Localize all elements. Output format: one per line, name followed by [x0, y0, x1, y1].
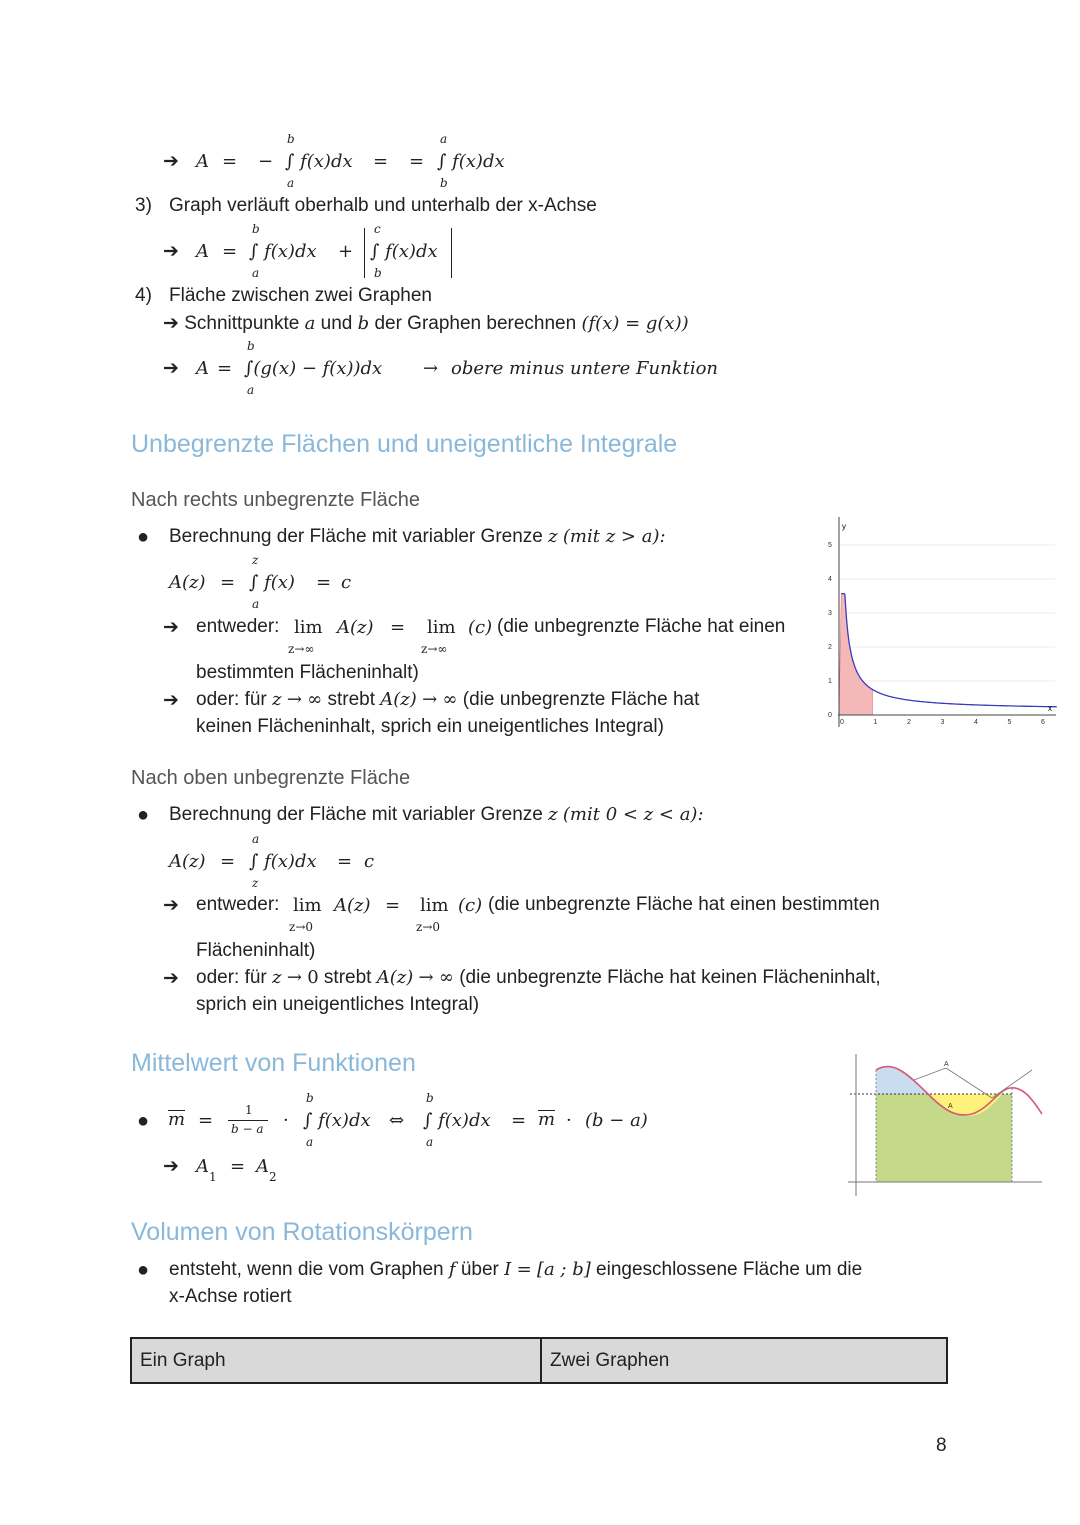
integral-lower: a	[247, 383, 255, 397]
text: der Graphen berechnen	[374, 313, 577, 334]
label-a1: A	[944, 1061, 949, 1068]
integral-lower: a	[252, 597, 260, 611]
a2: A	[256, 1156, 269, 1177]
y-tick-label: 1	[828, 678, 832, 685]
y-axis-label: y	[842, 522, 846, 531]
var-z: z	[272, 967, 282, 988]
list-number: 3)	[135, 195, 152, 216]
dot: ·	[283, 1110, 289, 1131]
subheading: Nach oben unbegrenzte Fläche	[131, 767, 411, 789]
fraction-bar	[228, 1120, 268, 1121]
x-tick-label: 5	[1007, 719, 1012, 726]
arrow-icon: ➔	[163, 313, 179, 334]
x-tick-label: 2	[907, 719, 911, 726]
limit-sub: z→0	[289, 920, 314, 934]
text: Schnittpunkte	[184, 313, 300, 334]
formula-eq: =	[220, 572, 236, 593]
list-item-text: Graph verläuft oberhalb und unterhalb der x-Achse	[169, 195, 597, 216]
mean-value-graph	[842, 1050, 1047, 1200]
dot: ·	[566, 1110, 572, 1131]
grid	[840, 545, 1055, 681]
integral-lower: z	[252, 876, 259, 890]
formula-eq: =	[316, 572, 332, 593]
formula-eq: =	[511, 1110, 527, 1131]
bullet-text	[169, 804, 704, 826]
integral-upper: b	[252, 222, 260, 236]
rotation-table	[130, 1337, 948, 1384]
text: (die unbegrenzte Fläche hat einen	[497, 616, 786, 637]
fn: A(z)	[376, 967, 414, 988]
formula-lhs: A(z)	[169, 851, 206, 872]
limit-sub: z→∞	[288, 642, 315, 656]
integral-expression: ∫ f(x)dx	[370, 241, 438, 262]
arrow-icon: ➔	[163, 1156, 179, 1177]
text: (die unbegrenzte Fläche hat einen bestimmten	[488, 894, 880, 915]
formula-lhs: A(z)	[169, 572, 206, 593]
fn: A(z)	[334, 895, 371, 916]
formula-lhs: A	[196, 241, 209, 262]
integral-lower: b	[440, 176, 448, 190]
arrow-icon: ➔	[163, 358, 179, 379]
text: entsteht, wenn die vom Graphen	[169, 1259, 444, 1280]
integral-expression: ∫ f(x)dx	[249, 241, 317, 262]
arrow-icon: ➔	[163, 690, 179, 711]
or-text	[196, 689, 699, 711]
table-row	[131, 1338, 947, 1383]
sub: 2	[269, 1170, 277, 1184]
integral-lower: b	[374, 266, 382, 280]
interval: [a ; b]	[536, 1259, 591, 1280]
formula-lhs: A	[196, 358, 209, 379]
var-z: z	[548, 804, 558, 825]
x-axis-label: x	[1048, 704, 1052, 713]
unbounded-right-graph	[820, 515, 1060, 735]
formula-eq: =	[230, 1156, 246, 1177]
integral-lower: a	[287, 176, 295, 190]
bullet-text-cont: x-Achse rotiert	[169, 1286, 292, 1307]
integral-lower: a	[306, 1135, 314, 1149]
formula-note: obere minus untere Funktion	[451, 358, 719, 379]
a1: A	[196, 1156, 209, 1177]
formula-plus: +	[338, 241, 354, 262]
text: Flächeninhalt)	[196, 940, 316, 961]
zero: 0	[307, 967, 319, 988]
integral-expression: ∫ f(x)dx	[303, 1110, 371, 1131]
x-tick-label: 6	[1041, 719, 1045, 726]
formula-minus: −	[258, 151, 274, 172]
formula-eq: =	[516, 1259, 532, 1280]
bullet-text	[169, 526, 666, 548]
bullet: ●	[137, 804, 150, 826]
limit: lim	[293, 895, 322, 916]
arrow-icon: ➔	[163, 968, 179, 989]
x-tick-label: 0	[840, 719, 844, 726]
text: (die unbegrenzte Fläche hat	[462, 689, 700, 710]
list-item-text: Fläche zwischen zwei Graphen	[169, 285, 432, 306]
condition: (mit 0 < z < a):	[562, 804, 704, 825]
arrow-sym: →	[418, 967, 434, 988]
text: Berechnung der Fläche mit variabler Grenze	[169, 526, 543, 547]
sub: 1	[209, 1170, 217, 1184]
annotation-line	[946, 1068, 992, 1098]
y-tick-label: 0	[828, 712, 832, 719]
formula-eq: =	[222, 241, 238, 262]
integral-upper: a	[252, 832, 260, 846]
text: strebt	[327, 689, 375, 710]
text: über	[460, 1259, 499, 1280]
bullet: ●	[137, 1259, 150, 1281]
arg: (c)	[468, 617, 493, 638]
arg: (c)	[458, 895, 483, 916]
var-i: I	[504, 1259, 512, 1280]
label-a2: A	[948, 1103, 953, 1110]
list-number: 4)	[135, 285, 152, 306]
formula-lhs: A	[196, 151, 209, 172]
page-number: 8	[936, 1435, 947, 1456]
integral-upper: b	[306, 1091, 314, 1105]
formula-eq: =	[373, 151, 389, 172]
formula-eq: =	[222, 151, 238, 172]
integral-expression: ∫ f(x)dx	[285, 151, 353, 172]
formula-rhs: c	[364, 851, 375, 872]
function-curve	[841, 594, 1057, 707]
y-tick-label: 3	[828, 610, 832, 617]
formula-eq: =	[220, 851, 236, 872]
limit: lim	[420, 895, 449, 916]
bullet: ●	[137, 526, 150, 548]
arrow-icon: →	[423, 358, 439, 379]
integral-expression: ∫ f(x)	[249, 572, 295, 593]
or-text	[196, 967, 881, 989]
y-tick-label: 5	[828, 542, 832, 549]
var-z: z	[272, 689, 282, 710]
infinity: ∞	[438, 967, 454, 988]
integral-expression: ∫ f(x)dx	[437, 151, 505, 172]
arrow-sym: →	[286, 689, 302, 710]
formula-rhs: c	[341, 572, 352, 593]
limit: lim	[427, 617, 456, 638]
arrow-sym: →	[286, 967, 302, 988]
bullet: ●	[137, 1110, 150, 1132]
paren: (b − a)	[585, 1110, 648, 1131]
text: eingeschlossene Fläche um die	[596, 1259, 863, 1280]
section-heading: Volumen von Rotationskörpern	[131, 1218, 473, 1246]
table-cell: Zwei Graphen	[541, 1338, 947, 1383]
integral-upper: b	[426, 1091, 434, 1105]
formula: (f(x) = g(x))	[581, 313, 689, 334]
equiv: ⇔	[389, 1110, 405, 1131]
bullet-text	[169, 1259, 862, 1281]
fn: A(z)	[337, 617, 374, 638]
formula-eq: =	[337, 851, 353, 872]
var-z: z	[548, 526, 558, 547]
label: entweder:	[196, 894, 280, 915]
arrow-icon: ➔	[163, 617, 179, 638]
integral-upper: b	[247, 339, 255, 353]
fraction-den: b − a	[231, 1122, 264, 1136]
condition: (mit z > a):	[562, 526, 666, 547]
label: oder: für	[196, 689, 267, 710]
section-heading: Mittelwert von Funktionen	[131, 1049, 416, 1077]
arrow-icon: ➔	[163, 895, 179, 916]
var-a: a	[304, 313, 316, 334]
limit-sub: z→0	[416, 920, 441, 934]
x-tick-label: 4	[974, 719, 978, 726]
integral-expression: ∫ f(x)dx	[249, 851, 317, 872]
mbar: m	[168, 1109, 186, 1130]
text: strebt	[323, 967, 372, 988]
formula-eq: =	[385, 895, 401, 916]
x-tick-label: 1	[873, 719, 878, 726]
formula-eq: =	[390, 617, 406, 638]
limit-sub: z→∞	[421, 642, 448, 656]
text: (die unbegrenzte Fläche hat keinen Flächeninhalt,	[459, 967, 881, 988]
table-cell: Ein Graph	[131, 1338, 541, 1383]
integral-upper: b	[287, 132, 295, 146]
var-f: f	[448, 1259, 456, 1280]
fn: A(z)	[380, 689, 417, 710]
intersection-line	[163, 312, 689, 335]
mbar: m	[538, 1109, 556, 1130]
var-b: b	[357, 313, 370, 334]
integral-upper: a	[440, 132, 448, 146]
text: keinen Flächeninhalt, sprich ein uneigentliches Integral)	[196, 716, 664, 737]
y-tick-label: 4	[828, 576, 832, 583]
formula-eq: =	[217, 358, 233, 379]
shaded-area	[839, 594, 873, 715]
integral-lower: a	[252, 266, 260, 280]
text: und	[320, 313, 353, 334]
fraction-num: 1	[245, 1103, 253, 1117]
arrow-sym: →	[422, 689, 438, 710]
annotation-line	[914, 1068, 946, 1080]
arrow-icon: ➔	[163, 151, 179, 172]
label: entweder:	[196, 616, 280, 637]
y-tick-label: 2	[828, 644, 832, 651]
text: bestimmten Flächeninhalt)	[196, 662, 419, 683]
label: oder: für	[196, 967, 267, 988]
arrow-icon: ➔	[163, 241, 179, 262]
formula-eq: =	[198, 1110, 214, 1131]
integral-expression: ∫ f(x)dx	[423, 1110, 491, 1131]
subheading: Nach rechts unbegrenzte Fläche	[131, 489, 421, 511]
integral-upper: c	[374, 222, 381, 236]
section-heading: Unbegrenzte Flächen und uneigentliche Integrale	[131, 430, 678, 458]
integral-upper: z	[252, 553, 259, 567]
limit: lim	[294, 617, 323, 638]
formula-eq: =	[409, 151, 425, 172]
x-tick-label: 3	[940, 719, 945, 726]
integral-lower: a	[426, 1135, 434, 1149]
infinity: ∞	[442, 689, 458, 710]
text: Berechnung der Fläche mit variabler Grenze	[169, 804, 543, 825]
text: sprich ein uneigentliches Integral)	[196, 994, 480, 1015]
infinity: ∞	[307, 689, 323, 710]
integral-expression: ∫(g(x) − f(x))dx	[244, 358, 383, 379]
